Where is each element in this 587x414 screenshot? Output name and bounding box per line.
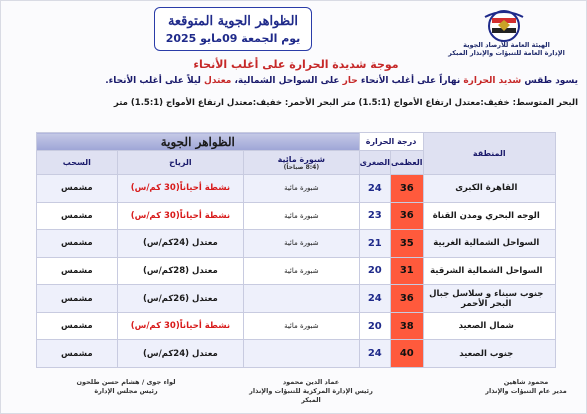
emblem-logo-icon <box>479 9 529 43</box>
forecast-table <box>36 132 556 368</box>
wind-cell: معتدل (24كم/س) <box>117 230 243 258</box>
table-row <box>37 202 556 230</box>
region-cell: جنوب الصعيد <box>423 340 555 368</box>
max-temp-cell: 38 <box>391 312 424 340</box>
forecast-date: يوم الجمعة 09مايو 2025 <box>165 31 301 45</box>
cloud-cell: مشمس <box>37 202 118 230</box>
agency-name <box>439 41 574 57</box>
table-row <box>37 175 556 203</box>
title-box <box>154 7 312 51</box>
min-temp-cell: 24 <box>359 340 390 368</box>
signature-chairman <box>61 378 191 396</box>
wind-cell: نشطة أحياناً(30 كم/س) <box>117 175 243 203</box>
haze-cell: شبورة مائية <box>244 202 359 230</box>
cloud-cell: مشمس <box>37 175 118 203</box>
region-cell: السواحل الشمالية الشرقية <box>423 257 555 285</box>
agency-line-1: الهيئة العامة للأرصاد الجوية <box>463 41 550 49</box>
table-row <box>37 257 556 285</box>
signature-chairman-name: لواء جوى / هشام حسن طلحون <box>76 378 176 386</box>
cloud-cell: مشمس <box>37 285 118 313</box>
table-row <box>37 340 556 368</box>
max-temp-cell: 35 <box>391 230 424 258</box>
signature-director <box>471 378 581 396</box>
headline: موجة شديدة الحرارة على أغلب الأنحاء <box>193 58 399 71</box>
header-temperature: درجة الحرارة <box>359 133 423 151</box>
cloud-cell: مشمس <box>37 312 118 340</box>
max-temp-cell: 36 <box>391 285 424 313</box>
region-cell: شمال الصعيد <box>423 312 555 340</box>
min-temp-cell: 21 <box>359 230 390 258</box>
region-cell: جنوب سيناء و سلاسل جبال البحر الأحمر <box>423 285 555 313</box>
max-temp-cell: 36 <box>391 202 424 230</box>
cloud-cell: مشمس <box>37 340 118 368</box>
wind-cell: معتدل (24كم/س) <box>117 340 243 368</box>
min-temp-cell: 24 <box>359 285 390 313</box>
header-region: المنطقة <box>423 133 555 175</box>
header-phenomena: الظواهر الجوية <box>37 133 360 151</box>
signature-director-name: محمود شاهين <box>503 378 549 386</box>
min-temp-cell: 20 <box>359 257 390 285</box>
min-temp-cell: 23 <box>359 202 390 230</box>
table-row <box>37 230 556 258</box>
desc-part-4: ليلاً على أغلب الأنحاء. <box>105 76 205 86</box>
cloud-cell: مشمس <box>37 230 118 258</box>
header-haze-time: (8:4 صباحاً) <box>283 163 320 171</box>
sea-state: البحر المتوسط: خفيف:معتدل ارتفاع الأمواج (1.5:1) متر البحر الأحمر: خفيف:معتدل ارتفاع الأمواج (1.5:1) متر <box>113 98 578 108</box>
table-row <box>37 285 556 313</box>
header-haze-label: شبورة مائية <box>277 154 326 164</box>
wind-cell: نشطة أحياناً(30 كم/س) <box>117 312 243 340</box>
cloud-cell: مشمس <box>37 257 118 285</box>
desc-part-2: نهاراً على أغلب الأنحاء <box>357 76 464 86</box>
table-row <box>37 312 556 340</box>
header-wind: الرياح <box>117 151 243 175</box>
max-temp-cell: 40 <box>391 340 424 368</box>
min-temp-cell: 20 <box>359 312 390 340</box>
wind-cell: معتدل (26كم/س) <box>117 285 243 313</box>
haze-cell <box>244 285 359 313</box>
signature-central-title: رئيس الإدارة المركزية للتنبؤات والإنذار المبكر <box>249 387 373 404</box>
haze-cell: شبورة مائية <box>244 312 359 340</box>
header-min: الصغرى <box>359 151 390 175</box>
desc-part-3: على السواحل الشمالية، <box>231 76 343 86</box>
desc-part-1: يسود طقس <box>521 76 578 86</box>
wind-cell: معتدل (28كم/س) <box>117 257 243 285</box>
signature-chairman-title: رئيس مجلس الإدارة <box>94 387 158 395</box>
page-title: الظواهر الجوية المتوقعة <box>167 13 299 29</box>
region-cell: الوجه البحري ومدن القناة <box>423 202 555 230</box>
signature-central <box>241 378 381 405</box>
wind-cell: نشطة أحياناً(30 كم/س) <box>117 202 243 230</box>
region-cell: القاهرة الكبرى <box>423 175 555 203</box>
region-cell: السواحل الشمالية الغربية <box>423 230 555 258</box>
desc-hot: شديد الحرارة <box>463 76 522 86</box>
weather-description <box>11 76 578 86</box>
header-max: العظمى <box>391 151 424 175</box>
haze-cell: شبورة مائية <box>244 257 359 285</box>
max-temp-cell: 36 <box>391 175 424 203</box>
signature-director-title: مدير عام التنبؤات والإنذار <box>485 387 567 395</box>
header-haze <box>244 151 359 175</box>
header-cloud: السحب <box>37 151 118 175</box>
haze-cell: شبورة مائية <box>244 230 359 258</box>
min-temp-cell: 24 <box>359 175 390 203</box>
desc-warm: حار <box>342 76 358 86</box>
max-temp-cell: 31 <box>391 257 424 285</box>
desc-mild: معتدل <box>204 76 232 86</box>
haze-cell <box>244 340 359 368</box>
signature-central-name: عماد الدين محمود <box>282 378 340 386</box>
haze-cell: شبورة مائية <box>244 175 359 203</box>
agency-line-2: الإدارة العامة للتنبؤات والإنذار المبكر <box>448 49 565 57</box>
